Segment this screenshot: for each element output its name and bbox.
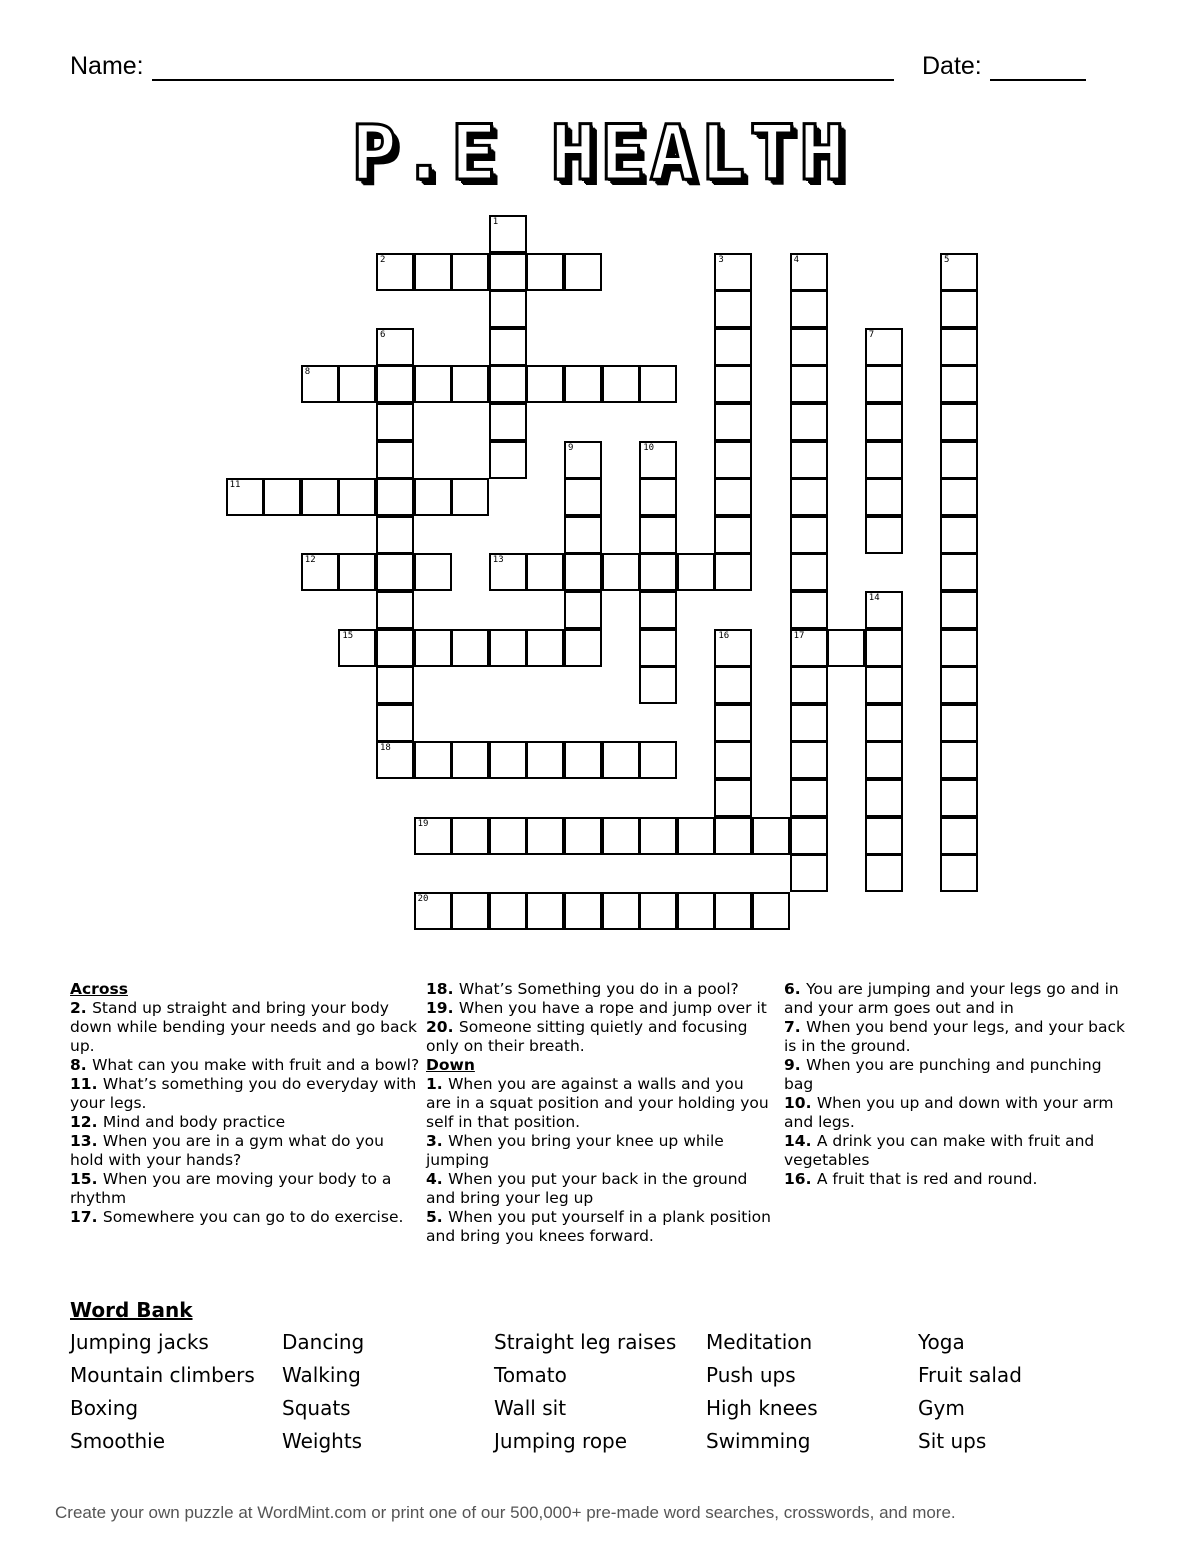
cell-number: 17 <box>793 630 805 641</box>
grid-cell[interactable] <box>489 290 527 328</box>
grid-cell[interactable] <box>790 478 828 516</box>
grid-cell[interactable] <box>376 666 414 704</box>
grid-cell[interactable] <box>865 629 903 667</box>
grid-cell[interactable] <box>602 365 640 403</box>
cell-number: 6 <box>380 329 386 340</box>
grid-cell[interactable] <box>301 553 339 591</box>
grid-cell[interactable] <box>451 892 489 930</box>
grid-cell[interactable] <box>639 892 677 930</box>
grid-cell[interactable] <box>414 892 452 930</box>
grid-cell[interactable] <box>940 741 978 779</box>
grid-cell[interactable] <box>489 441 527 479</box>
word-bank-item: Squats <box>282 1396 351 1420</box>
grid-cell[interactable] <box>414 253 452 291</box>
grid-cell[interactable] <box>940 290 978 328</box>
grid-cell[interactable] <box>376 328 414 366</box>
name-label: Name: <box>70 52 144 80</box>
word-bank-item: Push ups <box>706 1363 796 1387</box>
clue-item: 10. When you up and down with your arm and legs. <box>784 1094 1114 1131</box>
grid-cell[interactable] <box>677 892 715 930</box>
grid-cell[interactable] <box>714 666 752 704</box>
puzzle-title: P.E HEALTH <box>351 108 849 197</box>
grid-cell[interactable] <box>865 516 903 554</box>
grid-cell[interactable] <box>714 478 752 516</box>
grid-cell[interactable] <box>639 591 677 629</box>
grid-cell[interactable] <box>376 253 414 291</box>
grid-cell[interactable] <box>602 817 640 855</box>
grid-cell[interactable] <box>940 629 978 667</box>
grid-cell[interactable] <box>865 591 903 629</box>
grid-cell[interactable] <box>526 629 564 667</box>
grid-cell[interactable] <box>865 854 903 892</box>
grid-cell[interactable] <box>714 253 752 291</box>
grid-cell[interactable] <box>226 478 264 516</box>
grid-cell[interactable] <box>451 253 489 291</box>
grid-cell[interactable] <box>639 817 677 855</box>
word-bank-item: Wall sit <box>494 1396 567 1420</box>
grid-cell[interactable] <box>489 741 527 779</box>
grid-cell[interactable] <box>564 253 602 291</box>
word-bank-item: Dancing <box>282 1330 365 1354</box>
grid-cell[interactable] <box>752 817 790 855</box>
grid-cell[interactable] <box>639 365 677 403</box>
grid-cell[interactable] <box>451 741 489 779</box>
grid-cell[interactable] <box>940 704 978 742</box>
clues-column-2 <box>426 980 771 1246</box>
grid-cell[interactable] <box>940 328 978 366</box>
word-bank-item: Mountain climbers <box>70 1363 255 1387</box>
grid-cell[interactable] <box>940 854 978 892</box>
grid-cell[interactable] <box>451 817 489 855</box>
grid-cell[interactable] <box>639 553 677 591</box>
grid-cell[interactable] <box>714 441 752 479</box>
word-bank-title: Word Bank <box>70 1298 193 1322</box>
grid-cell[interactable] <box>790 516 828 554</box>
grid-cell[interactable] <box>564 629 602 667</box>
cell-number: 10 <box>643 442 655 453</box>
grid-cell[interactable] <box>564 516 602 554</box>
grid-cell[interactable] <box>526 817 564 855</box>
grid-cell[interactable] <box>790 704 828 742</box>
grid-cell[interactable] <box>714 516 752 554</box>
cell-number: 20 <box>417 893 429 904</box>
cell-number: 11 <box>229 480 241 491</box>
word-bank-item: Swimming <box>706 1429 811 1453</box>
grid-cell[interactable] <box>376 478 414 516</box>
grid-cell[interactable] <box>564 741 602 779</box>
grid-cell[interactable] <box>338 365 376 403</box>
grid-cell[interactable] <box>338 553 376 591</box>
clue-item: 4. When you put your back in the ground and bring your leg up <box>426 1170 748 1207</box>
clue-item: 7. When you bend your legs, and your back is in the ground. <box>784 1018 1125 1055</box>
grid-cell[interactable] <box>263 478 301 516</box>
grid-cell[interactable] <box>677 553 715 591</box>
grid-cell[interactable] <box>376 629 414 667</box>
grid-cell[interactable] <box>564 441 602 479</box>
cell-number: 2 <box>380 254 386 265</box>
word-bank-item: Sit ups <box>918 1429 987 1453</box>
grid-cell[interactable] <box>301 365 339 403</box>
word-bank-item: Yoga <box>918 1330 965 1354</box>
grid-cell[interactable] <box>414 478 452 516</box>
word-bank-item: Jumping jacks <box>70 1330 209 1354</box>
clues-column-3 <box>784 980 1129 1189</box>
grid-cell[interactable] <box>564 892 602 930</box>
grid-cell[interactable] <box>790 441 828 479</box>
grid-cell[interactable] <box>790 253 828 291</box>
cell-number: 15 <box>342 630 354 641</box>
cell-number: 7 <box>868 329 875 340</box>
grid-cell[interactable] <box>376 591 414 629</box>
grid-cell[interactable] <box>564 478 602 516</box>
grid-cell[interactable] <box>301 478 339 516</box>
grid-cell[interactable] <box>940 817 978 855</box>
cell-number: 9 <box>568 442 574 453</box>
cell-number: 1 <box>492 217 499 227</box>
cell-number: 18 <box>380 743 391 754</box>
grid-cell[interactable] <box>564 591 602 629</box>
grid-cell[interactable] <box>865 478 903 516</box>
grid-cell[interactable] <box>790 666 828 704</box>
grid-cell[interactable] <box>639 441 677 479</box>
clue-item: 17. Somewhere you can go to do exercise. <box>70 1208 404 1226</box>
grid-cell[interactable] <box>376 741 414 779</box>
grid-cell[interactable] <box>865 365 903 403</box>
footer-text: Create your own puzzle at WordMint.com or print one of our 500,000+ pre-made word searches, crosswords, and more. <box>55 1503 956 1522</box>
clue-item: 16. A fruit that is red and round. <box>784 1170 1038 1188</box>
clue-item: 9. When you are punching and punching bag <box>784 1056 1102 1093</box>
grid-cell[interactable] <box>790 365 828 403</box>
grid-cell[interactable] <box>865 403 903 441</box>
grid-cell[interactable] <box>376 365 414 403</box>
grid-cell[interactable] <box>714 704 752 742</box>
grid-cell[interactable] <box>338 629 376 667</box>
clue-item: 12. Mind and body practice <box>70 1113 286 1131</box>
word-bank-item: Tomato <box>494 1363 567 1387</box>
cell-number: 4 <box>793 254 800 265</box>
grid-cell[interactable] <box>451 629 489 667</box>
word-bank <box>70 1330 1130 1453</box>
grid-cell[interactable] <box>865 817 903 855</box>
grid-cell[interactable] <box>865 328 903 366</box>
clue-item: 14. A drink you can make with fruit and vegetables <box>784 1132 1095 1169</box>
cell-number: 12 <box>304 555 316 566</box>
grid-cell[interactable] <box>714 553 752 591</box>
grid-cell[interactable] <box>790 817 828 855</box>
grid-cell[interactable] <box>414 365 452 403</box>
grid-cell[interactable] <box>602 741 640 779</box>
grid-cell[interactable] <box>940 591 978 629</box>
grid-cell[interactable] <box>865 779 903 817</box>
grid-cell[interactable] <box>940 253 978 291</box>
grid-cell[interactable] <box>714 817 752 855</box>
grid-cell[interactable] <box>602 892 640 930</box>
grid-cell[interactable] <box>790 553 828 591</box>
across-heading: Across <box>70 980 128 998</box>
grid-cell[interactable] <box>564 365 602 403</box>
grid-cell[interactable] <box>940 779 978 817</box>
grid-cell[interactable] <box>940 403 978 441</box>
cell-number: 14 <box>868 593 880 603</box>
grid-cell[interactable] <box>526 741 564 779</box>
grid-cell[interactable] <box>940 516 978 554</box>
grid-cell[interactable] <box>790 741 828 779</box>
grid-cell[interactable] <box>414 817 452 855</box>
clue-item: 13. When you are in a gym what do you hold with your hands? <box>70 1132 384 1169</box>
clue-item: 8. What can you make with fruit and a bowl? <box>70 1056 420 1074</box>
cell-number: 19 <box>417 818 429 829</box>
cell-number: 3 <box>718 254 724 265</box>
grid-cell[interactable] <box>865 704 903 742</box>
grid-cell[interactable] <box>526 365 564 403</box>
clue-item: 11. What’s something you do everyday with your legs. <box>70 1075 417 1112</box>
grid-cell[interactable] <box>489 629 527 667</box>
grid-cell[interactable] <box>564 553 602 591</box>
grid-cell[interactable] <box>489 817 527 855</box>
clues-column-1 <box>70 980 420 1227</box>
grid-cell[interactable] <box>714 403 752 441</box>
word-bank-item: Gym <box>918 1396 965 1420</box>
grid-cell[interactable] <box>940 441 978 479</box>
word-bank-item: High knees <box>706 1396 818 1420</box>
cell-number: 13 <box>492 555 504 566</box>
grid-cell[interactable] <box>489 553 527 591</box>
grid-cell[interactable] <box>940 478 978 516</box>
grid-cell[interactable] <box>790 403 828 441</box>
grid-cell[interactable] <box>714 629 752 667</box>
clue-item: 3. When you bring your knee up while jumping <box>426 1132 724 1169</box>
word-bank-item: Boxing <box>70 1396 139 1420</box>
grid-cell[interactable] <box>790 629 828 667</box>
grid-cell[interactable] <box>414 553 452 591</box>
grid-cell[interactable] <box>827 629 865 667</box>
grid-cell[interactable] <box>526 892 564 930</box>
grid-cell[interactable] <box>714 328 752 366</box>
word-bank-item: Walking <box>282 1363 361 1387</box>
grid-cell[interactable] <box>865 741 903 779</box>
grid-cell[interactable] <box>526 553 564 591</box>
grid-cell[interactable] <box>940 365 978 403</box>
cell-number: 16 <box>718 630 730 641</box>
grid-cell[interactable] <box>376 704 414 742</box>
grid-cell[interactable] <box>940 553 978 591</box>
grid-cell[interactable] <box>414 741 452 779</box>
grid-cell[interactable] <box>865 441 903 479</box>
word-bank-item: Fruit salad <box>918 1363 1022 1387</box>
word-bank-item: Jumping rope <box>494 1429 628 1453</box>
grid-cell[interactable] <box>752 892 790 930</box>
grid-cell[interactable] <box>489 328 527 366</box>
grid-cell[interactable] <box>790 854 828 892</box>
word-bank-item: Weights <box>282 1429 363 1453</box>
down-heading: Down <box>426 1056 475 1074</box>
word-bank-item: Smoothie <box>70 1429 166 1453</box>
clue-item: 19. When you have a rope and jump over it <box>426 999 767 1017</box>
word-bank-item: Meditation <box>706 1330 813 1354</box>
grid-cell[interactable] <box>526 253 564 291</box>
grid-cell[interactable] <box>639 629 677 667</box>
clue-item: 15. When you are moving your body to a rhythm <box>70 1170 392 1207</box>
grid-cell[interactable] <box>639 516 677 554</box>
grid-cell[interactable] <box>376 441 414 479</box>
grid-cell[interactable] <box>489 253 527 291</box>
word-bank-item: Straight leg raises <box>494 1330 677 1354</box>
grid-cell[interactable] <box>714 779 752 817</box>
cell-number: 5 <box>944 254 950 265</box>
grid-cell[interactable] <box>790 290 828 328</box>
grid-cell[interactable] <box>639 741 677 779</box>
grid-cell[interactable] <box>677 817 715 855</box>
grid-cell[interactable] <box>489 403 527 441</box>
grid-cell[interactable] <box>451 478 489 516</box>
clue-item: 2. Stand up straight and bring your body down while bending your needs and go back up. <box>70 999 417 1055</box>
grid-cell[interactable] <box>489 892 527 930</box>
grid-cell[interactable] <box>376 403 414 441</box>
grid-cell[interactable] <box>489 215 527 253</box>
grid-cell[interactable] <box>602 553 640 591</box>
clue-item: 1. When you are against a walls and you are in a squat position and your holding you self in that position. <box>426 1075 769 1131</box>
grid-cell[interactable] <box>790 591 828 629</box>
grid-cell[interactable] <box>376 553 414 591</box>
cell-number: 8 <box>304 367 311 378</box>
clue-item: 18. What’s Something you do in a pool? <box>426 980 739 998</box>
clue-item: 5. When you put yourself in a plank position and bring you knees forward. <box>426 1208 771 1245</box>
grid-cell[interactable] <box>451 365 489 403</box>
grid-cell[interactable] <box>714 741 752 779</box>
date-label: Date: <box>922 52 982 80</box>
clue-item: 6. You are jumping and your legs go and in and your arm goes out and in <box>784 980 1119 1017</box>
grid-cell[interactable] <box>790 779 828 817</box>
grid-cell[interactable] <box>489 365 527 403</box>
grid-cell[interactable] <box>639 478 677 516</box>
grid-cell[interactable] <box>714 892 752 930</box>
grid-cell[interactable] <box>714 365 752 403</box>
grid-cell[interactable] <box>790 328 828 366</box>
grid-cell[interactable] <box>564 817 602 855</box>
grid-cell[interactable] <box>865 666 903 704</box>
grid-cell[interactable] <box>338 478 376 516</box>
grid-cell[interactable] <box>639 666 677 704</box>
grid-cell[interactable] <box>940 666 978 704</box>
grid-cell[interactable] <box>376 516 414 554</box>
clue-item: 20. Someone sitting quietly and focusing only on their breath. <box>426 1018 748 1055</box>
grid-cell[interactable] <box>414 629 452 667</box>
grid-cell[interactable] <box>714 290 752 328</box>
